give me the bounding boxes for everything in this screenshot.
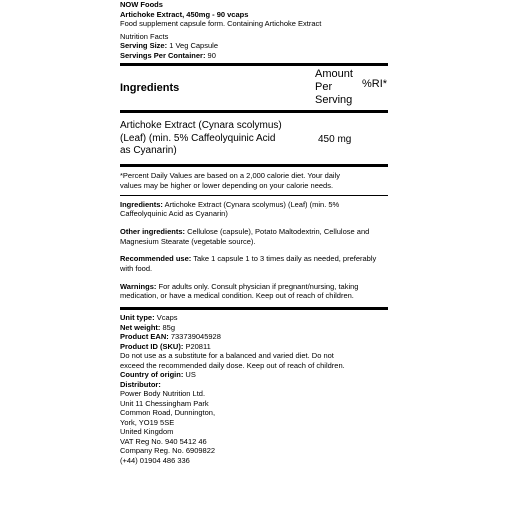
recommended-use-text: Take 1 capsule 1 to 3 times daily as needed, preferably with food.: [120, 254, 377, 274]
unit-type-value: Vcaps: [156, 313, 178, 323]
footnote-line-1: *Percent Daily Values are based on a 2,000 calorie diet. Your daily: [120, 170, 341, 180]
amount-header: [315, 68, 362, 107]
unit-type: [120, 313, 394, 323]
nutrition-heading: Nutrition Facts: [120, 31, 169, 41]
distributor-line: United Kingdom: [120, 427, 174, 437]
ingredient-name-line-3: as Cyanarin): [120, 145, 177, 157]
recommended-use-paragraph: [120, 254, 388, 273]
divider-thin: [120, 195, 388, 196]
supplement-label: [116, 0, 394, 510]
warnings-paragraph: [120, 282, 388, 301]
other-ingredients-paragraph: [120, 227, 388, 246]
servings-per-container: [120, 51, 394, 61]
product-ean-label: Product EAN:: [120, 332, 169, 342]
ingredients-paragraph: [120, 200, 388, 219]
servings-value: 90: [207, 50, 216, 60]
recommended-use-label: Recommended use:: [120, 254, 192, 264]
nutrition-facts: [120, 32, 394, 61]
brand-name: NOW Foods: [120, 0, 163, 9]
ingredient-amount: 450 mg: [318, 133, 352, 145]
distributor-line: York, YO19 5SE: [120, 417, 175, 427]
distributor-line: Common Road, Dunnington,: [120, 408, 216, 418]
product-sku-value: P20811: [185, 341, 211, 351]
serving-size: [120, 41, 394, 51]
serving-size-value: 1 Veg Capsule: [169, 41, 218, 51]
table-title: Ingredients: [120, 81, 180, 94]
details-section: [120, 200, 394, 302]
footnote-line-2: values may be higher or lower depending on your calorie needs.: [120, 180, 334, 190]
table-row: [120, 113, 394, 162]
ingredients-text: Artichoke Extract (Cynara scolymus) (Leaf) (min. 5% Caffeolyquinic Acid as Cyanarin): [120, 199, 340, 219]
disclaimer-line-1: Do not use as a substitute for a balanced and varied diet. Do not: [120, 351, 334, 361]
origin-value: US: [185, 370, 196, 380]
divider-thick: [120, 307, 388, 310]
form-description: Food supplement capsule form. Containing Artichoke Extract: [120, 19, 322, 29]
disclaimer-line-2: exceed the recommended daily dose. Keep out of reach of children.: [120, 360, 345, 370]
other-ingredients-label: Other ingredients:: [120, 226, 186, 236]
servings-label: Servings Per Container:: [120, 50, 206, 60]
other-ingredients-text: Cellulose (capsule), Potato Maltodextrin, Cellulose and Magnesium Stearate (vegetable source).: [120, 226, 370, 246]
ingredient-name-line-2: (Leaf) (min. 5% Caffeolyquinic Acid: [120, 132, 276, 144]
ingredient-name-line-1: Artichoke Extract (Cynara scolymus): [120, 120, 282, 132]
warnings-label: Warnings:: [120, 281, 157, 291]
product-sku: [120, 342, 394, 352]
product-name: Artichoke Extract, 450mg - 90 vcaps: [120, 9, 249, 19]
origin-label: Country of origin:: [120, 370, 184, 380]
country-of-origin: [120, 370, 394, 380]
product-ean: [120, 332, 394, 342]
net-weight-value: 85g: [162, 322, 176, 332]
distributor-line: Unit 11 Chessingham Park: [120, 398, 209, 408]
distributor-line: Company Reg. No. 6909822: [120, 446, 216, 456]
serving-size-label: Serving Size:: [120, 41, 168, 51]
amount-header-line-3: Serving: [315, 94, 353, 107]
distributor-line: Power Body Nutrition Ltd.: [120, 389, 206, 399]
ingredients-label: Ingredients:: [120, 199, 163, 209]
ingredient-name: [120, 120, 318, 158]
product-facts: [120, 313, 394, 465]
ingredients-table-header: [120, 66, 394, 108]
distributor-label: Distributor:: [120, 379, 161, 389]
unit-type-label: Unit type:: [120, 313, 155, 323]
warnings-text: For adults only. Consult physician if pregnant/nursing, taking medication, or have a medical condition. Keep out of reach of children.: [120, 281, 359, 301]
product-sku-label: Product ID (SKU):: [120, 341, 184, 351]
amount-header-line-2: Per: [315, 81, 333, 94]
label-header: [120, 0, 394, 29]
net-weight: [120, 323, 394, 333]
amount-header-line-1: Amount: [315, 68, 353, 81]
distributor-line: VAT Reg No. 940 5412 46: [120, 436, 207, 446]
distributor-line: (+44) 01904 486 336: [120, 455, 190, 465]
daily-value-footnote: [120, 167, 394, 195]
ri-header: %RI*: [362, 77, 388, 90]
product-ean-value: 733739045928: [170, 332, 221, 342]
net-weight-label: Net weight:: [120, 322, 161, 332]
